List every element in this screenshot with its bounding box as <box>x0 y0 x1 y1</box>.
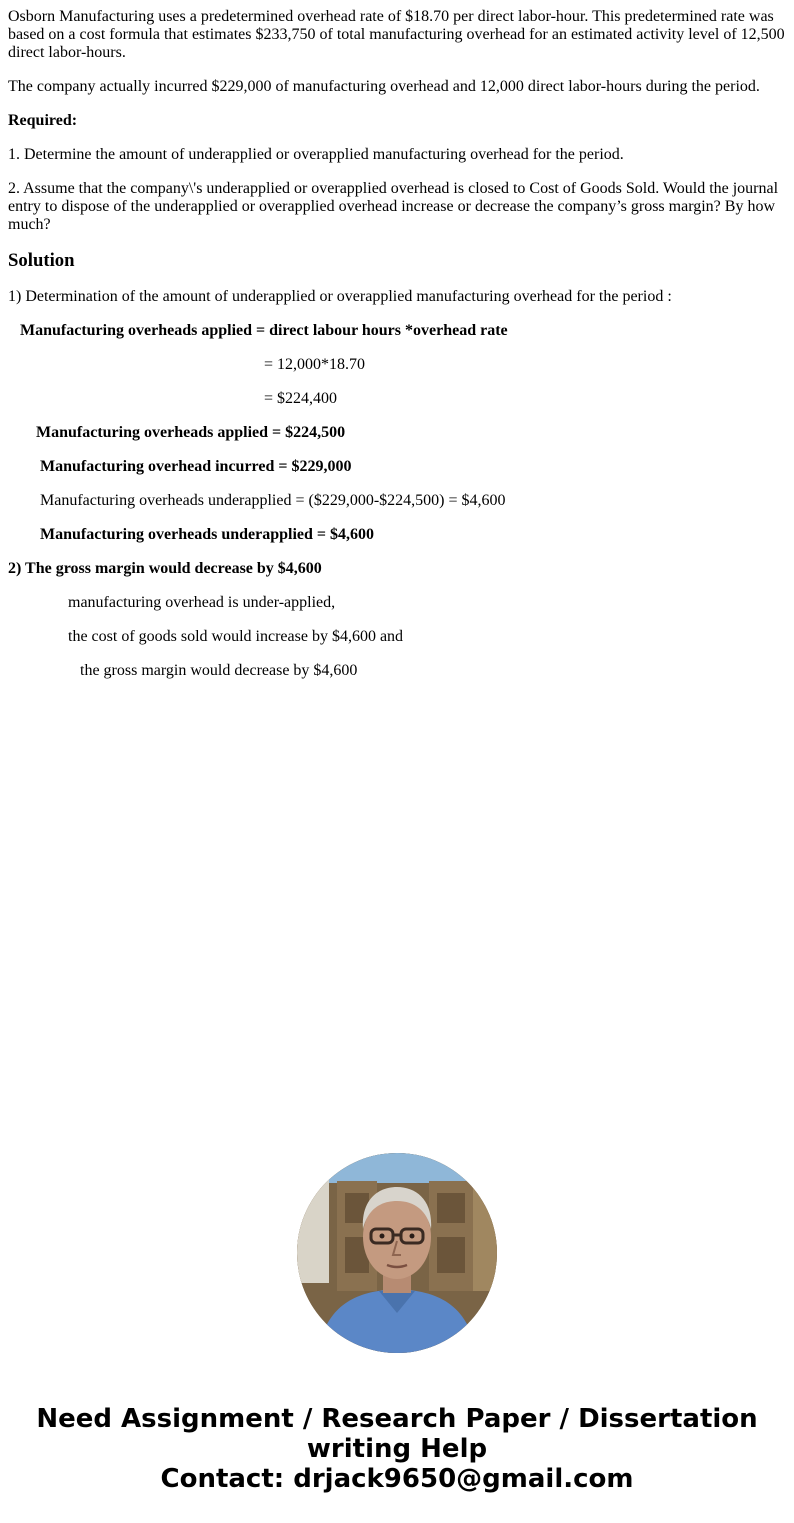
part1-intro: 1) Determination of the amount of underapplied or overapplied manufacturing overhead for the period : <box>8 288 672 305</box>
promo-line-2: writing Help <box>306 1434 488 1464</box>
calc-line-2: = $224,400 <box>264 390 338 407</box>
question-intro: Osborn Manufacturing uses a predetermined overhead rate of $18.70 per direct labor-hour. This predetermined rate was based on a cost formula that estimates $233,750 of total manufacturing overhead for an estimated activity level of 12,500 direct labor-hours. <box>8 8 785 61</box>
question-2: 2. Assume that the company\'s underapplied or overapplied overhead is closed to Cost of Goods Sold. Would the journal entry to dispose of the underapplied or overapplied overhead increase or decrease the company’s gross margin? By how much? <box>8 180 779 233</box>
solution-heading: Solution <box>8 250 75 271</box>
explanation-line-1: manufacturing overhead is under-applied, <box>68 594 336 611</box>
question-1: 1. Determine the amount of underapplied or overapplied manufacturing overhead for the period. <box>8 146 624 163</box>
explanation-line-2: the cost of goods sold would increase by $4,600 and <box>68 628 404 645</box>
promo-banner <box>0 1404 794 1494</box>
question-actual: The company actually incurred $229,000 of manufacturing overhead and 12,000 direct labor-hours during the period. <box>8 78 760 95</box>
promo-contact: Contact: drjack9650@gmail.com <box>160 1464 634 1494</box>
applied-line: Manufacturing overheads applied = $224,500 <box>36 424 346 441</box>
underapplied-result-line: Manufacturing overheads underapplied = $4,600 <box>40 526 375 543</box>
required-label: Required: <box>8 112 78 129</box>
explanation-line-3: the gross margin would decrease by $4,600 <box>80 662 358 679</box>
underapplied-calc-line: Manufacturing overheads underapplied = ($229,000-$224,500) = $4,600 <box>40 492 506 509</box>
profile-photo-icon <box>297 1153 497 1353</box>
part2-heading: 2) The gross margin would decrease by $4,600 <box>8 560 322 577</box>
promo-line-1: Need Assignment / Research Paper / Dissertation <box>36 1404 758 1434</box>
incurred-line: Manufacturing overhead incurred = $229,000 <box>40 458 352 475</box>
calc-line-1: = 12,000*18.70 <box>264 356 366 373</box>
formula-line: Manufacturing overheads applied = direct labour hours *overhead rate <box>20 322 508 339</box>
document-body <box>8 8 786 696</box>
